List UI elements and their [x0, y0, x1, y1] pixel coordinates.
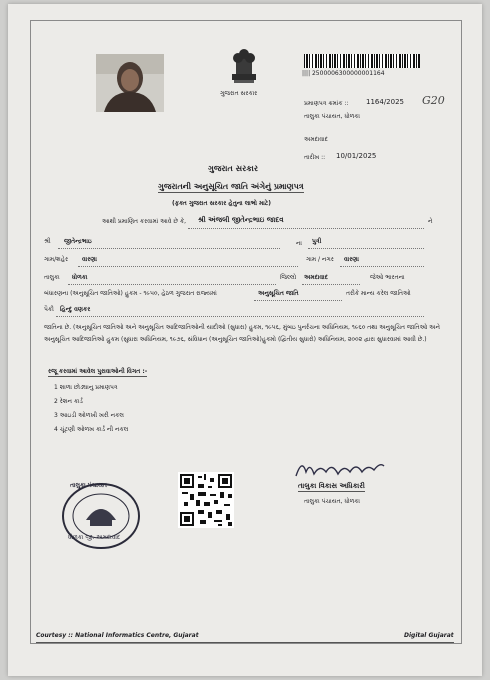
footer-divider — [36, 642, 454, 643]
issue-date: 10/01/2025 — [336, 152, 377, 160]
certify-text: આથી પ્રમાણિત કરવામાં આવે છે કે, — [102, 218, 187, 225]
father-name: જીતેન્દ્રભાઇ — [64, 238, 92, 245]
applicant-photo — [96, 54, 164, 112]
certificate-title: ગુજરાતની અનુસૂચિત જાતિ અંગેનું પ્રમાણપત્ર — [158, 182, 304, 191]
father-line — [58, 248, 280, 249]
resident-text: જેઓ ભારતના — [370, 274, 405, 281]
government-title: ગુજરાત સરકાર — [208, 164, 258, 173]
footer-courtesy: Courtesy :: National Informatics Centre, Gujarat — [36, 632, 199, 639]
relation-line — [308, 248, 424, 249]
issuing-office: તાલુકા પંચાયત, ધોળકા — [304, 113, 360, 120]
footer-digital-gujarat: Digital Gujarat — [404, 632, 454, 639]
handwritten-number: G20 — [422, 94, 445, 107]
category-line — [254, 300, 342, 301]
district-value: અમદાવાદ — [304, 274, 328, 281]
date-label: તારીખ :: — [304, 154, 326, 161]
document-item: 4 ચૂંટણી ઓળખ કાર્ડ ની નકલ — [54, 426, 129, 433]
district-label: જિલ્લો — [280, 274, 297, 281]
gam-line — [340, 266, 424, 267]
district-line — [302, 284, 360, 285]
village-label: ગામ/શહેર — [44, 256, 69, 263]
barcode — [304, 54, 420, 68]
constitution-text: બંધારણના (અનુસૂચિત જાતિઓ) હુકમ - ૧૯૫૦, હેઠળ ગુજરાત રાજ્યમાં — [44, 290, 217, 297]
document-item: 2 રેશન કાર્ડ — [54, 398, 83, 405]
taluka-label: તાલુકા — [44, 274, 60, 281]
certificate-paper — [8, 4, 482, 676]
officer-designation: તાલુકા વિકાસ અધિકારી — [298, 482, 365, 490]
taluka-value: ધોળકા — [72, 274, 88, 281]
document-item: 3 આઇડી ઓળખી ખરી નકલ — [54, 412, 124, 419]
name-line — [188, 228, 424, 229]
village-line — [78, 266, 298, 267]
taluka-line — [68, 284, 276, 285]
emblem-caption: ગુજરાત સરકાર — [220, 90, 258, 97]
qr-code — [178, 472, 234, 528]
officer-office: તાલુકા પંચાયત, ધોળકા — [304, 498, 360, 505]
seal-inner-text: ધોળકા જી. અમદાવાદ — [68, 534, 121, 541]
relation-label: ના — [296, 240, 302, 247]
certificate-number: 1164/2025 — [366, 98, 404, 106]
caste-prefix: પૈકી — [44, 306, 54, 313]
officer-signature — [292, 456, 388, 482]
legal-paragraph: જાતિના છે. (અનુસૂચિત જાતિઓ અને અનુસૂચિત આદિજાતિઓની યાદીઓ (સુધારા) હુકમ, ૧૯૫૬, મુંબઇ પુનર્રચના અધિનિયમ, ૧૯૬૦ તથા અનુસૂચિત જાતિઓ અને અનુસૂચિત આદિજાતિઓ હુકમ (સુધારા અધિનિયમ, ૧૯૭૬, સંવિધાન (અનુસૂચિત જાતિઓ)હુકમો (દ્વિતીય સુધારો) અધિનિયમ, ૨૦૦૨ દ્વારા સુધારવામાં આવી છે.) — [44, 324, 440, 343]
place: અમદાવાદ — [304, 136, 328, 143]
gam-nagar-label: ગામ / નગર — [306, 256, 334, 263]
recognised-text: તરીકે માન્ય કરેલ જાતિઓ — [346, 290, 411, 297]
state-emblem — [222, 44, 266, 90]
relation-value: પુત્રી — [312, 238, 322, 245]
seal-text: તાલુકા પંચાયત — [70, 482, 107, 489]
caste-value: હિન્દુ વણકર — [60, 306, 91, 313]
certificate-no-label: પ્રમાણપત્ર ક્રમાંક :: — [304, 100, 349, 107]
document-item: 1 શાળા છોડ્યાનુ પ્રમાણપત્ર — [54, 384, 118, 391]
category-value: અનુસૂચિત જાતિ — [258, 290, 299, 297]
barcode-number: |||| 2500006300000001164 — [302, 70, 385, 77]
caste-line — [56, 316, 424, 317]
village-value: વારણા — [82, 256, 98, 263]
gam-nagar-value: વારણા — [344, 256, 360, 263]
prefix-shri: શ્રી — [44, 238, 51, 245]
name-suffix: ને — [428, 218, 433, 225]
documents-heading: રજૂ કરવામાં આવેલ પુરાવાઓની વિગત :- — [48, 368, 148, 375]
certificate-subtitle: (ફક્ત ગુજરાત સરકાર હેતુના લાભો માટે) — [172, 200, 272, 207]
applicant-name: શ્રી અંજલી જીતેન્દ્રભાઇ જાદવ — [198, 216, 284, 224]
